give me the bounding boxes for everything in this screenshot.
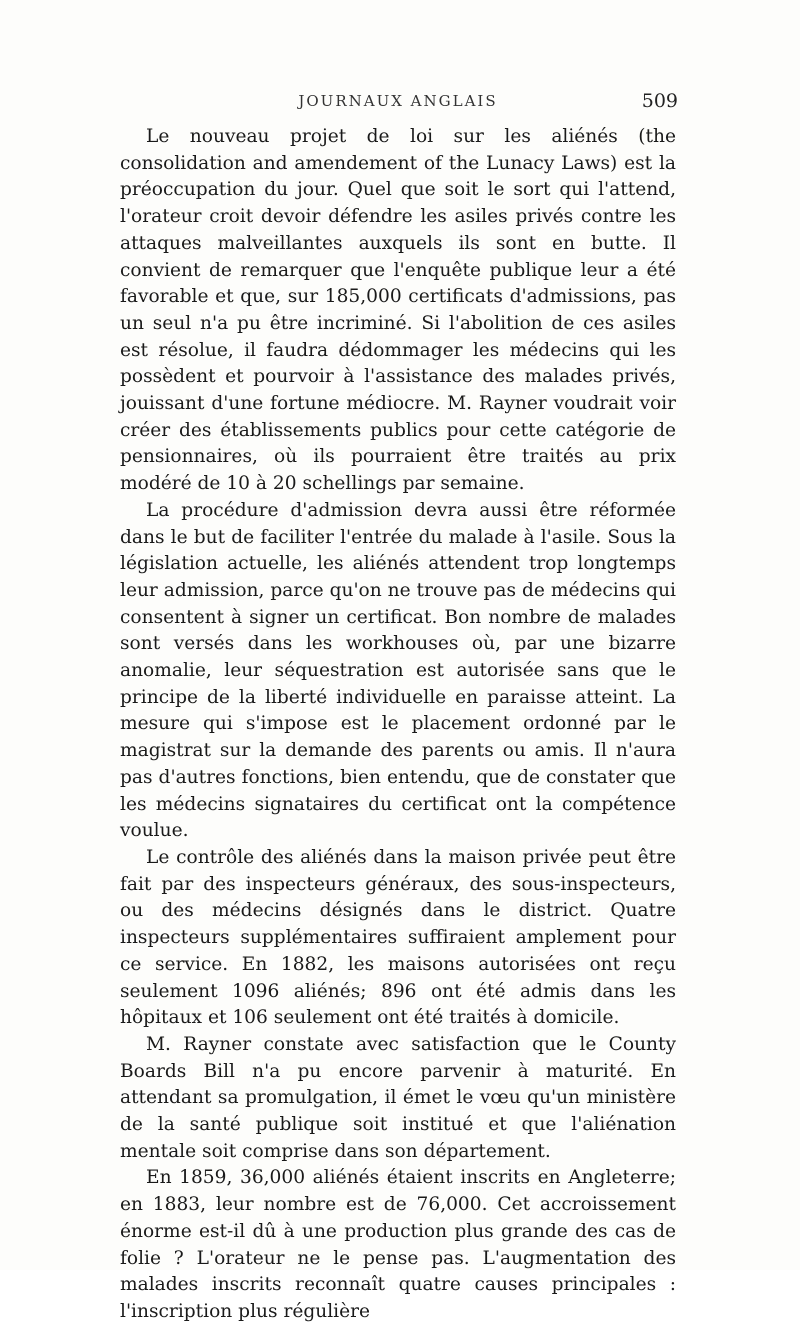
paragraph-admission-procedure: La procédure d'admission devra aussi être réformée dans le but de faciliter l'entrée du malade à l'asile. Sous la législation actuelle, les aliénés attendent trop longtemps leur admission, parce qu'on ne trouve pas de médecins qui consentent à signer un certificat. Bon nombre de malades sont versés dans les workhouses où, par une bizarre anomalie, leur séquestration est autorisée sans que le principe de la liberté individuelle en paraisse atteint. La mesure qui s'impose est le placement ordonné par le magistrat sur la demande des parents ou amis. Il n'aura pas d'autres fonctions, bien entendu, que de constater que les médecins signataires du certificat ont la compétence voulue. [120, 499, 676, 842]
paragraph-increase-statistics: En 1859, 36,000 aliénés étaient inscrits en Angleterre; en 1883, leur nombre est de 76,000. Cet accroissement énorme est-il dû à une production plus grande des cas de folie ? L'orateur ne le pense pas. L'augmentation des malades inscrits reconnaît quatre causes principales : l'inscription plus régulière [120, 1167, 676, 1322]
running-title: JOURNAUX ANGLAIS [298, 92, 498, 110]
page-number: 509 [641, 90, 678, 112]
running-header [118, 92, 678, 116]
body-text [120, 124, 676, 1326]
paragraph-lunacy-bill: Le nouveau projet de loi sur les aliénés (the consolidation and amendement of the Lunacy Laws) est la préoccupation du jour. Quel que soit le sort qui l'attend, l'orateur croit devoir défendre les asiles privés contre les attaques malveillantes auxquels ils sont en butte. Il convient de remarquer que l'enquête publique leur a été favorable et que, sur 185,000 certificats d'admissions, pas un seul n'a pu être incriminé. Si l'abolition de ces asiles est résolue, il faudra dédommager les médecins qui les possèdent et pourvoir à l'assistance des malades privés, jouissant d'une fortune médiocre. M. Rayner voudrait voir créer des établissements publics pour cette catégorie de pensionnaires, où ils pourraient être traités au prix modéré de 10 à 20 schellings par semaine. [120, 126, 676, 495]
paragraph-inspection-control: Le contrôle des aliénés dans la maison privée peut être fait par des inspecteurs généraux, des sous-inspecteurs, ou des médecins désignés dans le district. Quatre inspecteurs supplémentaires suffiraient amplement pour ce service. En 1882, les maisons autorisées ont reçu seulement 1096 aliénés; 896 ont été admis dans les hôpitaux et 106 seulement ont été traités à domicile. [120, 846, 676, 1029]
paragraph-county-boards-bill: M. Rayner constate avec satisfaction que le County Boards Bill n'a pu encore parvenir à maturité. En attendant sa promulgation, il émet le vœu qu'un ministère de la santé publique soit institué et que l'aliénation mentale soit comprise dans son département. [120, 1033, 676, 1162]
